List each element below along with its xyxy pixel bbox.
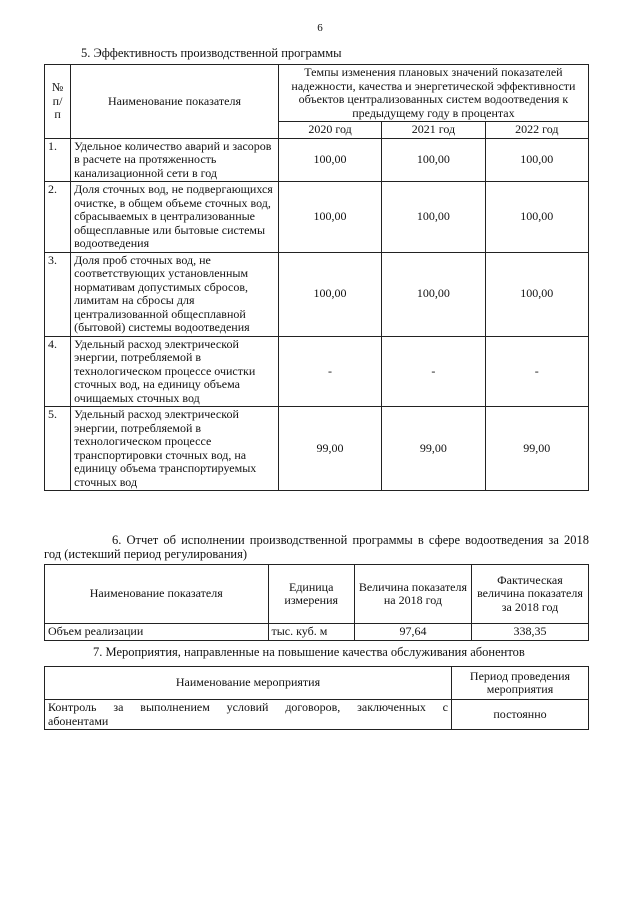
table-header-row [45,65,589,122]
row-name: Удельный расход электрической энергии, потребляемой в технологическом процессе транспортировки сточных вод, на единицу объема транспортируемых сточных вод [71,407,279,491]
row-value: 99,00 [382,407,485,491]
row-num: 4. [45,336,71,407]
row-name-line1: Контроль за выполнением условий договоров, заключенных с [48,700,448,714]
row-name [45,700,452,730]
header-planned: Величина показателя на 2018 год [354,565,471,624]
row-name: Доля проб сточных вод, не соответствующих установленным нормативам допустимых сбросов, лимитам на сбросы для централизованной общесплавной (бытовой) системы водоотведения [71,252,279,336]
row-value: - [382,336,485,407]
table-row [45,700,589,730]
header-name: Наименование показателя [45,565,269,624]
header-actual: Фактическая величина показателя за 2018 год [471,565,588,624]
table-row [45,182,589,253]
row-value: 100,00 [382,138,485,182]
row-num: 5. [45,407,71,491]
table-row [45,252,589,336]
table-row [45,336,589,407]
row-value: 100,00 [278,252,381,336]
row-value: 100,00 [278,138,381,182]
efficiency-table [44,64,589,491]
header-name: Наименование мероприятия [45,667,452,700]
row-value: - [485,336,588,407]
page-number: 6 [317,22,323,34]
section6-title: 6. Отчет об исполнении производственной программы в сфере водоотведения за 2018 год (истекший период регулирования) [44,533,589,561]
row-num: 1. [45,138,71,182]
row-actual: 338,35 [471,624,588,641]
row-num: 3. [45,252,71,336]
header-period: Период проведения мероприятия [452,667,589,700]
table-row [45,138,589,182]
row-period: постоянно [452,700,589,730]
row-name: Удельный расход электрической энергии, потребляемой в технологическом процессе очистки сточных вод, на единицу объема очищаемых сточных вод [71,336,279,407]
header-num: № п/ п [45,65,71,139]
section5-title: 5. Эффективность производственной программы [81,46,342,60]
report-table [44,564,589,641]
section7-title: 7. Мероприятия, направленные на повышение качества обслуживания абонентов [93,645,525,659]
row-planned: 97,64 [354,624,471,641]
row-value: 100,00 [485,252,588,336]
header-year: 2020 год [278,122,381,139]
row-value: 100,00 [382,182,485,253]
row-value: 100,00 [485,138,588,182]
measures-table [44,666,589,730]
header-year: 2021 год [382,122,485,139]
header-name: Наименование показателя [71,65,279,139]
row-value: 99,00 [485,407,588,491]
row-name: Объем реализации [45,624,269,641]
table-row [45,407,589,491]
header-group: Темпы изменения плановых значений показателей надежности, качества и энергетической эффективности объектов централизованных систем водоотведения к предыдущему году в процентах [278,65,588,122]
row-unit: тыс. куб. м [268,624,354,641]
row-value: 100,00 [278,182,381,253]
row-value: 100,00 [382,252,485,336]
table-header-row [45,565,589,624]
row-num: 2. [45,182,71,253]
table-row [45,624,589,641]
header-year: 2022 год [485,122,588,139]
row-name-line2: абонентами [48,713,109,728]
row-name: Удельное количество аварий и засоров в расчете на протяженность канализационной сети в год [71,138,279,182]
row-value: 100,00 [485,182,588,253]
header-unit: Единица измерения [268,565,354,624]
table-header-row [45,667,589,700]
row-value: 99,00 [278,407,381,491]
row-value: - [278,336,381,407]
row-name: Доля сточных вод, не подвергающихся очистке, в общем объеме сточных вод, сбрасываемых в централизованные общесплавные или бытовые системы водоотведения [71,182,279,253]
